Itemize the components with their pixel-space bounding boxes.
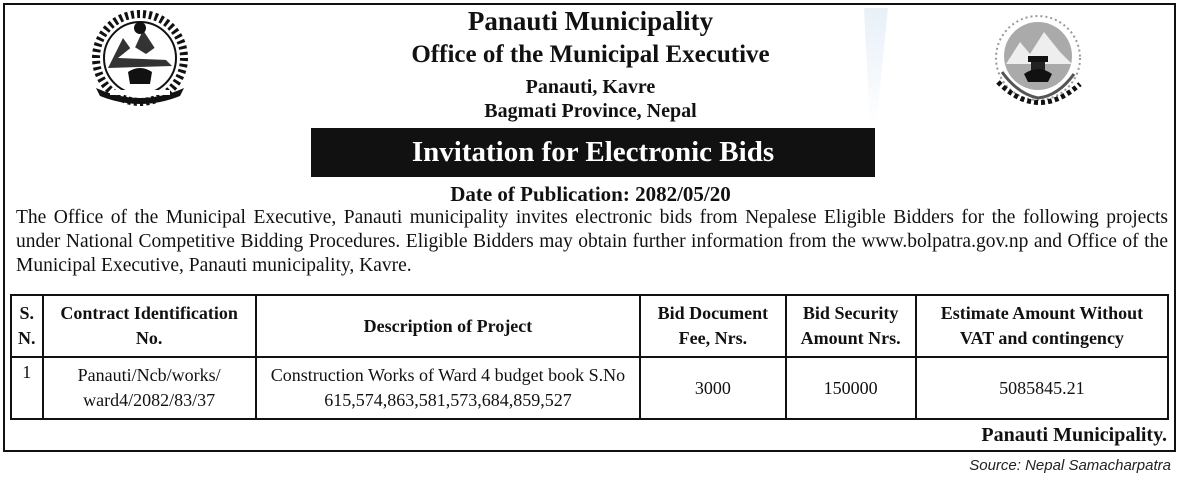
office-title: Office of the Municipal Executive <box>411 41 770 68</box>
intro-paragraph: The Office of the Municipal Executive, Panauti municipality invites electronic bids from Nepalese Eligible Bidders for the following projects under National Competitive Bidding Procedures. Eligible Bidders may obtain further information from the www.bolpatra.gov.np and Office of the Municipal Executive, Panauti municipality, Kavre. <box>16 207 1168 276</box>
address-line: Panauti, Kavre <box>525 76 656 98</box>
cell-fee: 3000 <box>640 357 785 419</box>
source-credit: Source: Nepal Samacharpatra <box>969 457 1171 474</box>
header-description: Description of Project <box>256 295 640 357</box>
province-line: Bagmati Province, Nepal <box>484 100 697 122</box>
notice-banner: Invitation for Electronic Bids <box>311 128 875 177</box>
municipality-title: Panauti Municipality <box>467 6 714 36</box>
header-security: Bid Security Amount Nrs. <box>786 295 916 357</box>
cell-sn: 1 <box>11 357 43 419</box>
publication-date: Date of Publication: 2082/05/20 <box>450 182 731 206</box>
signoff: Panauti Municipality. <box>981 424 1167 446</box>
header-fee: Bid Document Fee, Nrs. <box>640 295 785 357</box>
cell-contract: Panauti/Ncb/works/ ward4/2082/83/37 <box>43 357 256 419</box>
header-sn: S. N. <box>11 295 43 357</box>
header-estimate: Estimate Amount Without VAT and contingency <box>916 295 1168 357</box>
table-row <box>11 357 1168 419</box>
cell-description: Construction Works of Ward 4 budget book S.No 615,574,863,581,573,684,859,527 <box>256 357 640 419</box>
cell-security: 150000 <box>786 357 916 419</box>
header-contract: Contract Identification No. <box>43 295 256 357</box>
table-header-row <box>11 295 1168 357</box>
bids-table <box>10 294 1169 420</box>
cell-estimate: 5085845.21 <box>916 357 1168 419</box>
